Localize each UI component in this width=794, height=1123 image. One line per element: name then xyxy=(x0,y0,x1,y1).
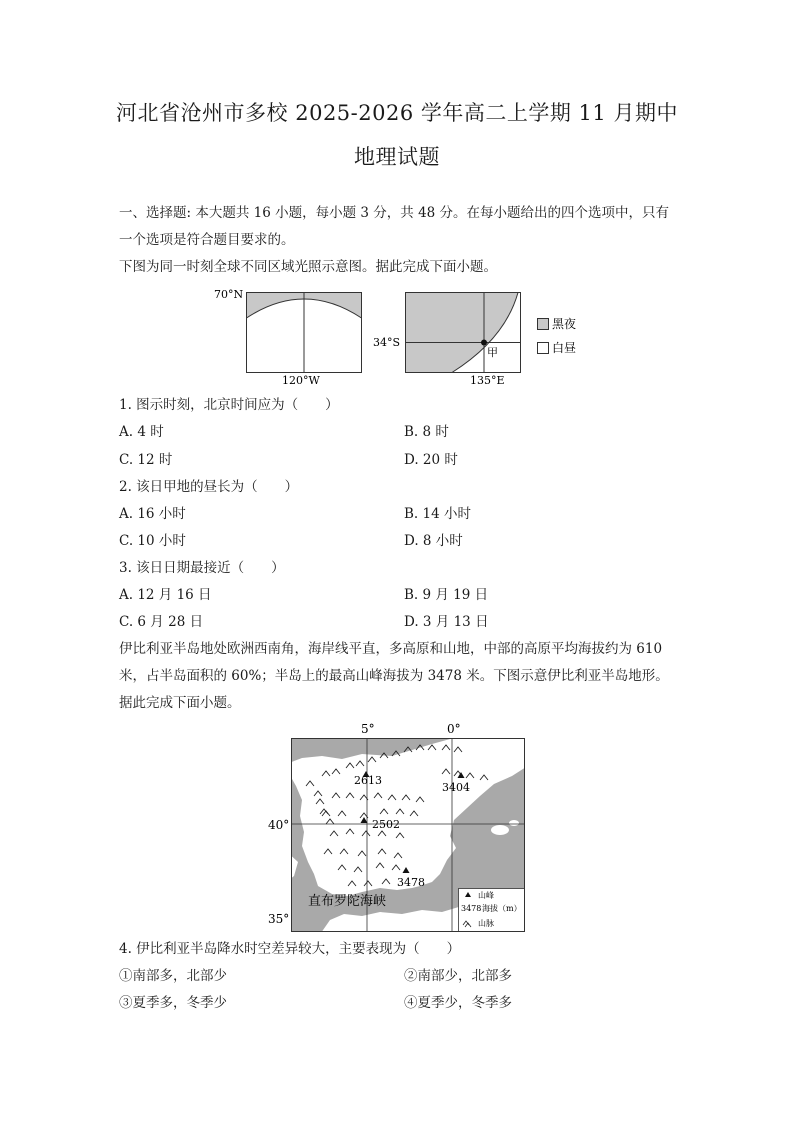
question-2-stem: 2. 该日甲地的昼长为（ ） xyxy=(119,479,299,495)
strait-label: 直布罗陀海峡 xyxy=(308,894,387,909)
figure1-intro: 下图为同一时刻全球不同区域光照示意图。据此完成下面小题。 xyxy=(119,259,497,275)
question-4-stem: 4. 伊比利亚半岛降水时空差异较大，主要表现为（ ） xyxy=(119,941,461,957)
peak-3478-label: 3478 xyxy=(397,876,425,889)
point-jia-label: 甲 xyxy=(487,346,498,359)
illumination-figure xyxy=(200,284,620,390)
q2-option-d[interactable]: D. 8 小时 xyxy=(404,533,463,549)
q4-option-2[interactable]: ②南部少，北部多 xyxy=(404,968,512,984)
legend-elev-value: 3478 xyxy=(461,904,482,913)
legend-range-label: 山脉 xyxy=(478,919,494,928)
point-jia-marker xyxy=(481,340,487,346)
iberia-map-figure xyxy=(262,716,532,934)
lon-0-label: 0° xyxy=(447,722,461,736)
q1-option-c[interactable]: C. 12 时 xyxy=(119,452,173,468)
q2-option-a[interactable]: A. 16 小时 xyxy=(119,506,186,522)
figure1-legend xyxy=(538,316,577,355)
legend-night-swatch xyxy=(538,319,549,330)
legend-night-label: 黑夜 xyxy=(552,317,577,331)
legend-day-swatch xyxy=(538,343,549,354)
right-lon-label: 135°E xyxy=(470,374,505,387)
lat-40-label: 40° xyxy=(268,818,290,832)
right-lat-label: 34°S xyxy=(373,336,401,349)
exam-title-line1: 河北省沧州市多校 2025-2026 学年高二上学期 11 月期中 xyxy=(116,101,678,125)
q3-option-a[interactable]: A. 12 月 16 日 xyxy=(119,587,212,603)
q1-option-d[interactable]: D. 20 时 xyxy=(404,452,458,468)
question-3-stem: 3. 该日日期最接近（ ） xyxy=(119,560,285,576)
passage2-line1: 伊比利亚半岛地处欧洲西南角，海岸线平直，多高原和山地，中部的高原平均海拔约为 610 xyxy=(119,641,663,657)
lat-35-label: 35° xyxy=(268,912,290,926)
legend-elev-label: 海拔（m） xyxy=(482,904,522,913)
legend-day-label: 白昼 xyxy=(552,341,577,355)
section-instruction-line1: 一、选择题: 本大题共 16 小题，每小题 3 分，共 48 分。在每小题给出的四个选项中，只有 xyxy=(119,205,670,221)
balearic-island-1 xyxy=(491,825,509,835)
balearic-island-2 xyxy=(509,820,519,826)
lon-5-label: 5° xyxy=(361,722,375,736)
q1-option-b[interactable]: B. 8 时 xyxy=(404,424,449,440)
q3-option-c[interactable]: C. 6 月 28 日 xyxy=(119,614,204,630)
legend-peak-label: 山峰 xyxy=(478,891,494,900)
section-instruction-line2: 一个选项是符合题目要求的。 xyxy=(119,232,295,248)
q4-option-4[interactable]: ④夏季少，冬季多 xyxy=(404,995,512,1011)
q4-option-3[interactable]: ③夏季多，冬季少 xyxy=(119,995,227,1011)
peak-2502-label: 2502 xyxy=(372,818,400,831)
q3-option-d[interactable]: D. 3 月 13 日 xyxy=(404,614,489,630)
left-panel xyxy=(214,288,362,387)
q3-option-b[interactable]: B. 9 月 19 日 xyxy=(404,587,489,603)
q4-option-1[interactable]: ①南部多，北部少 xyxy=(119,968,227,984)
peak-2613-label: 2613 xyxy=(354,774,382,787)
exam-title-line2: 地理试题 xyxy=(354,145,440,169)
peak-3404-label: 3404 xyxy=(442,781,470,794)
left-lon-label: 120°W xyxy=(282,374,320,387)
right-panel xyxy=(373,293,521,388)
question-1-stem: 1. 图示时刻，北京时间应为（ ） xyxy=(119,397,339,413)
q1-option-a[interactable]: A. 4 时 xyxy=(119,424,164,440)
figure2-legend xyxy=(459,889,525,932)
passage2-line3: 据此完成下面小题。 xyxy=(119,695,241,711)
left-lat-label: 70°N xyxy=(214,288,244,301)
q2-option-c[interactable]: C. 10 小时 xyxy=(119,533,186,549)
q2-option-b[interactable]: B. 14 小时 xyxy=(404,506,471,522)
passage2-line2: 米，占半岛面积的 60%；半岛上的最高山峰海拔为 3478 米。下图示意伊比利亚半岛地形。 xyxy=(119,668,669,684)
